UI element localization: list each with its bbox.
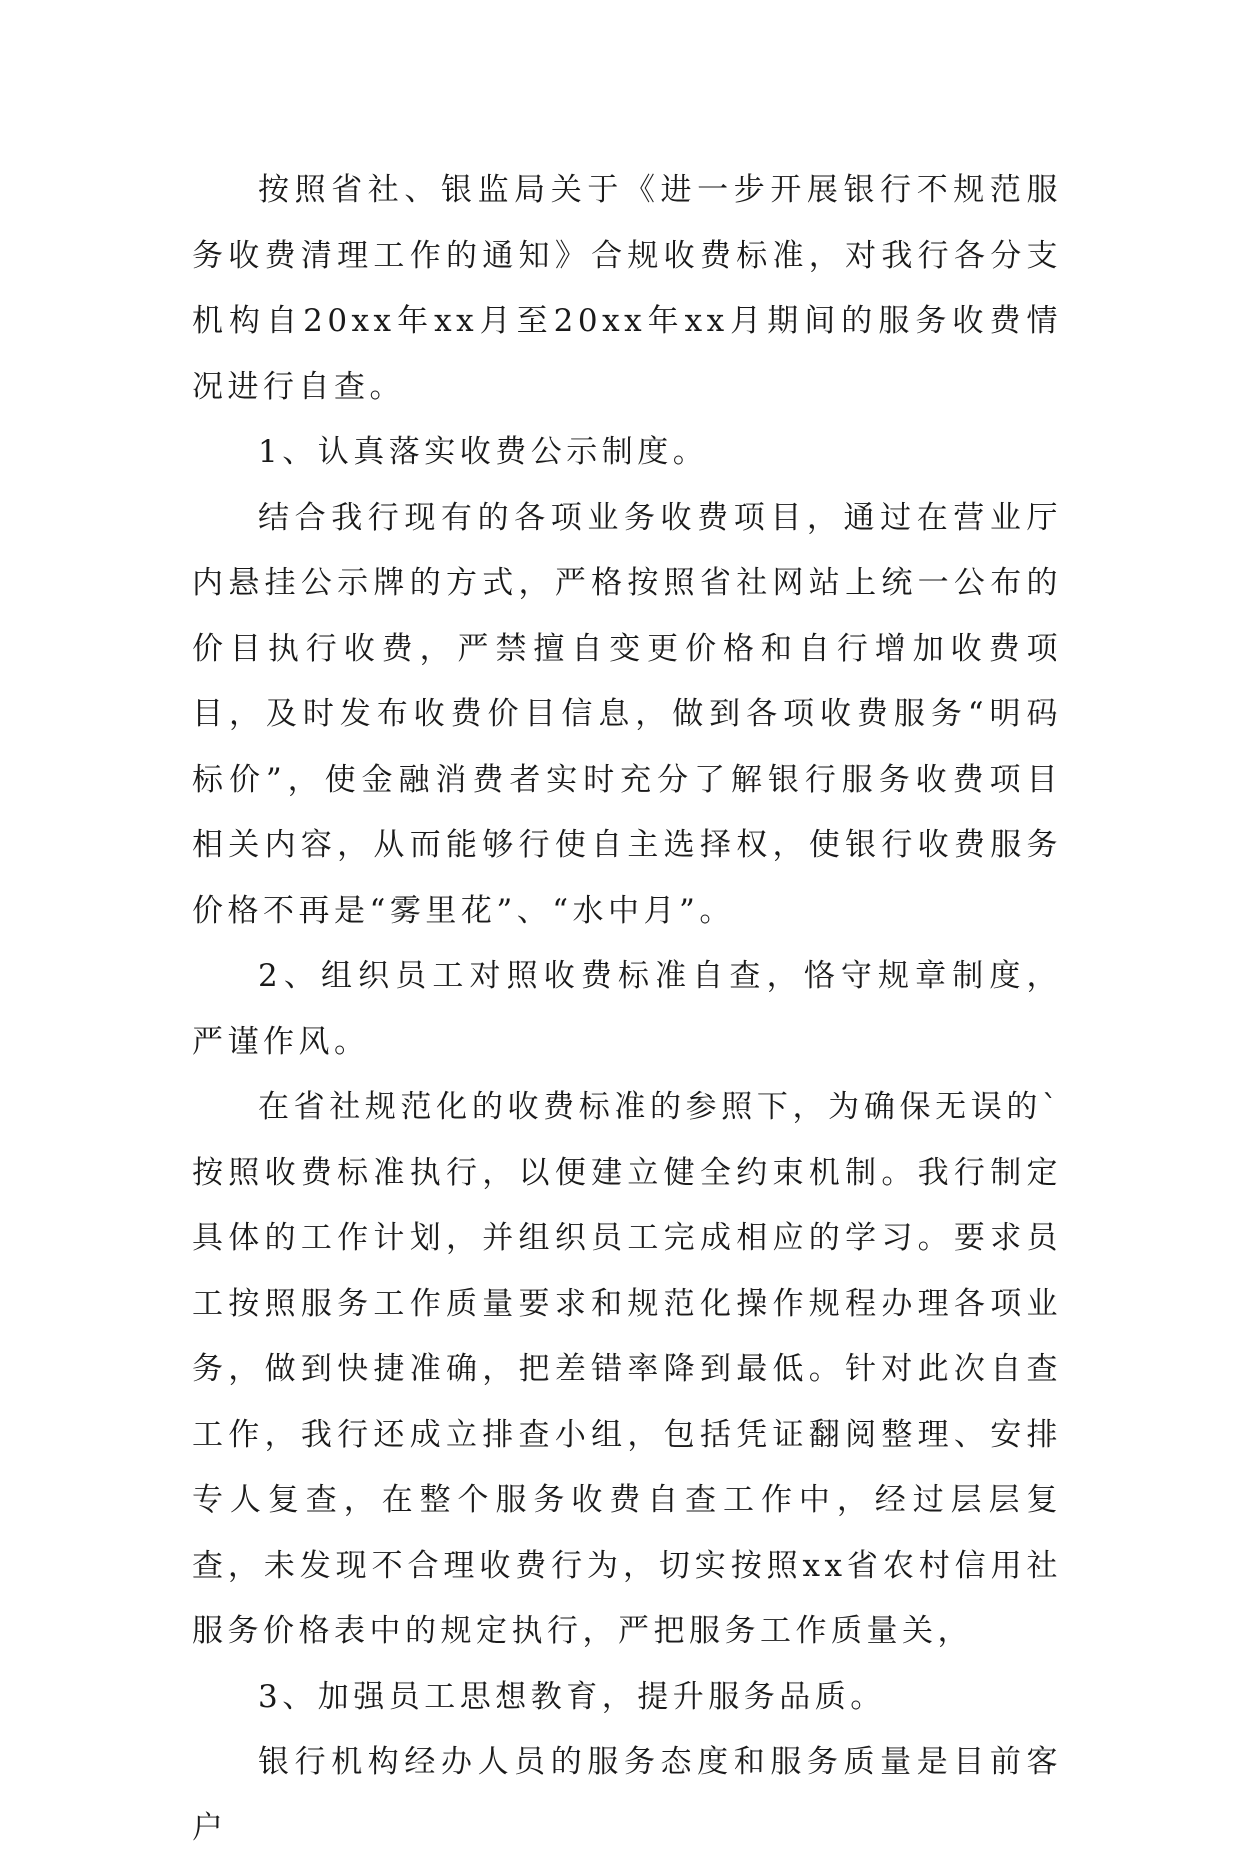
paragraph-item-3-body: 银行机构经办人员的服务态度和服务质量是目前客户: [192, 1744, 1062, 1846]
paragraph-intro: 按照省社、银监局关于《进一步开展银行不规范服务收费清理工作的通知》合规收费标准，对我行各分支机构自20xx年xx月至20xx年xx月期间的服务收费情况进行自查。: [192, 172, 1062, 405]
heading-item-3: 3、加强员工思想教育，提升服务品质。: [258, 1678, 886, 1715]
paragraph-item-1-body: 结合我行现有的各项业务收费项目，通过在营业厅内悬挂公示牌的方式，严格按照省社网站上统一公布的价目执行收费，严禁擅自变更价格和自行增加收费项目，及时发布收费价目信息，做到各项收费服务“明码标价”，使金融消费者实时充分了解银行服务收费项目相关内容，从而能够行使自主选择权，使银行收费服务价格不再是“雾里花”、“水中月”。: [192, 499, 1062, 929]
heading-item-2: 2、组织员工对照收费标准自查，恪守规章制度，严谨作风。: [192, 958, 1062, 1060]
document-body: [192, 158, 1062, 1861]
heading-item-1: 1、认真落实收费公示制度。: [258, 434, 709, 470]
paragraph-item-2-body: 在省社规范化的收费标准的参照下，为确保无误的`按照收费标准执行，以便建立健全约束机制。我行制定具体的工作计划，并组织员工完成相应的学习。要求员工按照服务工作质量要求和规范化操作规程办理各项业务，做到快捷准确，把差错率降到最低。针对此次自查工作，我行还成立排查小组，包括凭证翻阅整理、安排专人复查，在整个服务收费自查工作中，经过层层复查，未发现不合理收费行为，切实按照xx省农村信用社服务价格表中的规定执行，严把服务工作质量关，: [192, 1089, 1062, 1649]
